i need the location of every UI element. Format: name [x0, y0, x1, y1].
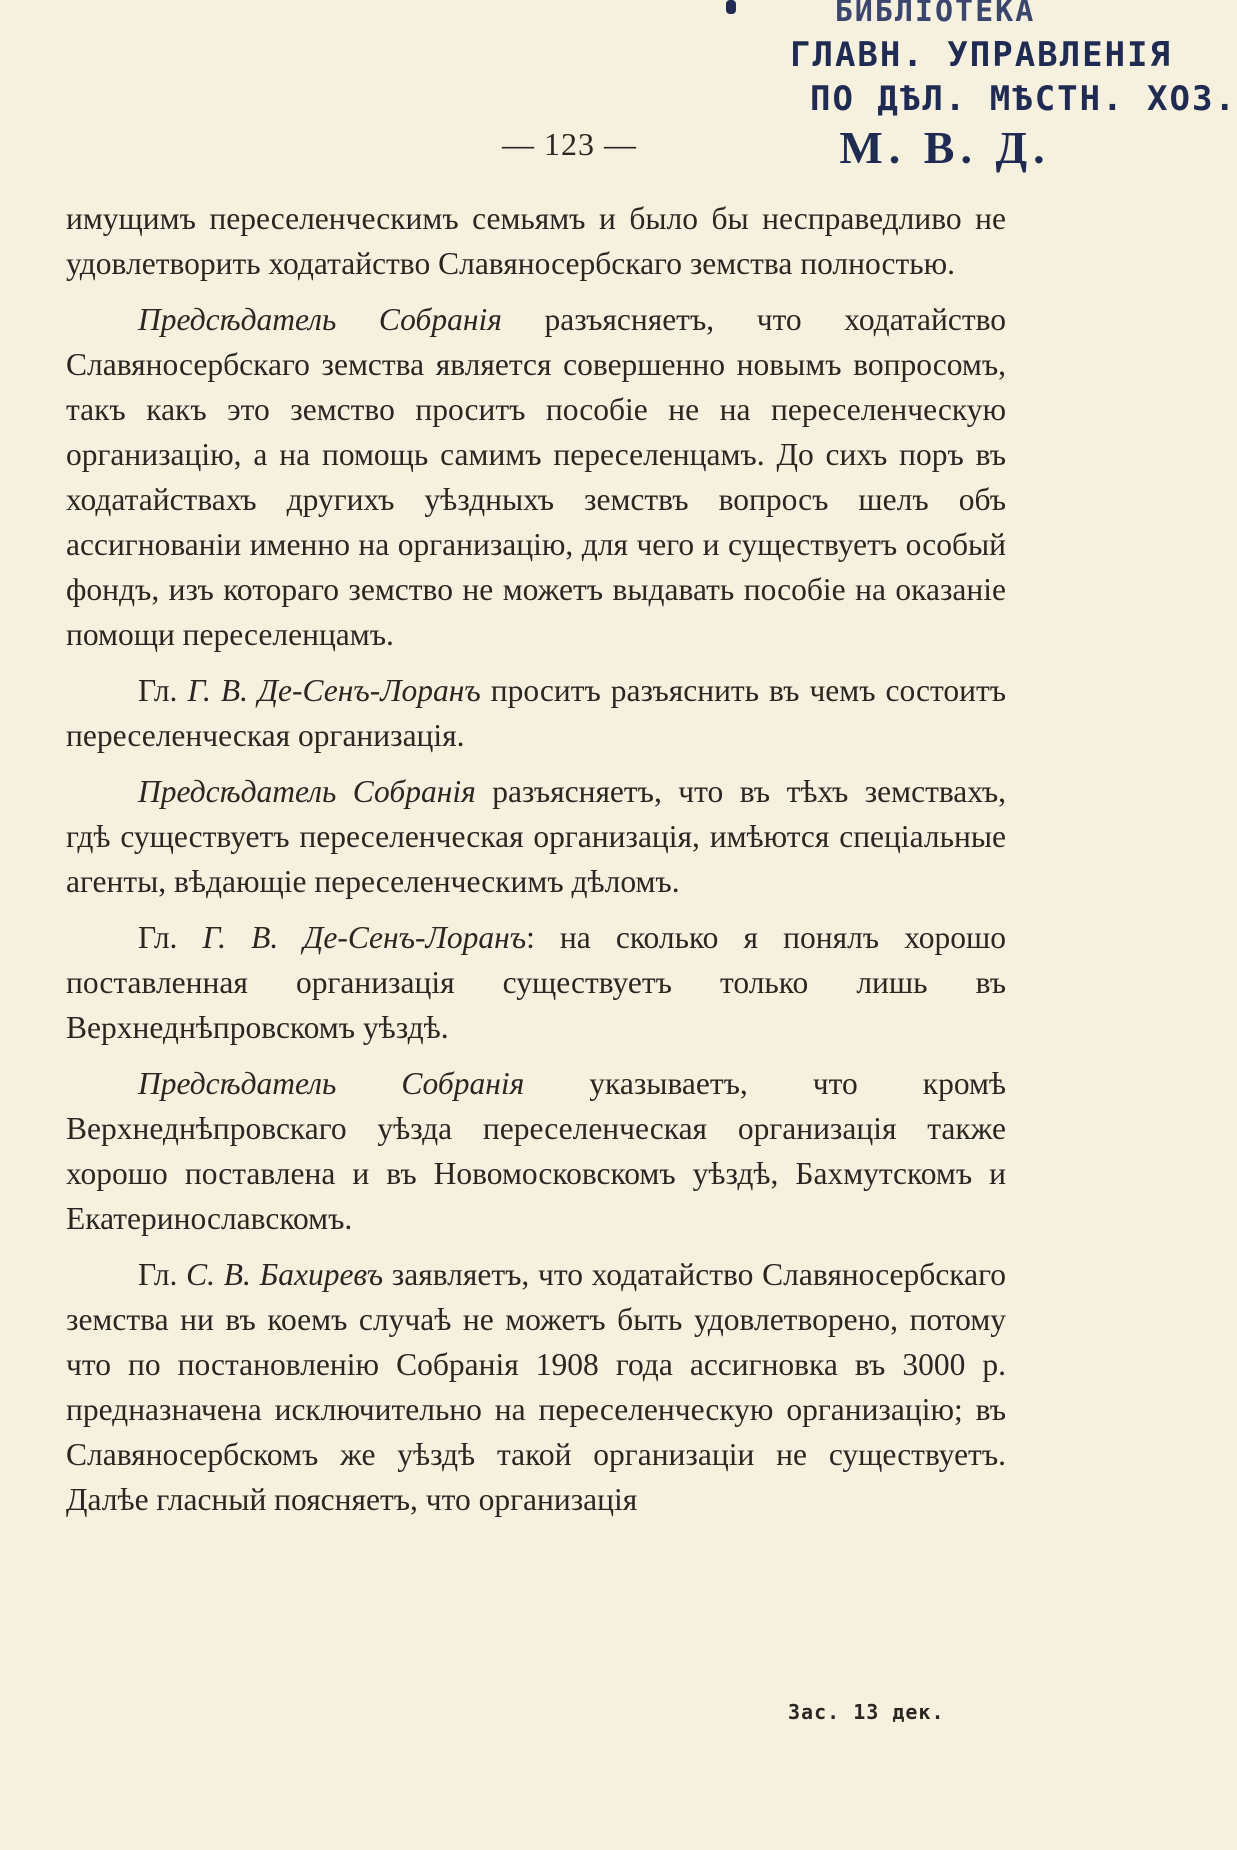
- paragraph-text: разъясняетъ, что въ тѣхъ земствахъ, гдѣ существуетъ переселенческая организація, имѣются спеціальные агенты, вѣдающіе переселенческимъ дѣломъ.: [66, 774, 1006, 899]
- paragraph: [66, 196, 1006, 286]
- paragraph: [66, 1061, 1006, 1241]
- paragraph-speaker: С. В. Бахиревъ: [186, 1257, 384, 1292]
- paragraph-speaker: Г. В. Де-Сенъ-Лоранъ: [187, 673, 481, 708]
- paragraph-speaker: Г. В. Де-Сенъ-Лоранъ: [202, 920, 527, 955]
- paragraph: [66, 668, 1006, 758]
- speaker-prefix: Гл.: [138, 673, 188, 708]
- paragraph: [66, 297, 1006, 657]
- paragraph-text: указываетъ, что кромѣ Верхнеднѣпровскаго уѣзда переселенческая организація также хорошо поставлена и въ Новомосковскомъ уѣздѣ, Бахмутскомъ и Екатеринославскомъ.: [66, 1066, 1006, 1236]
- paragraph-text: : на сколько я понялъ хорошо поставленная организація существуетъ только лишь въ Верхнеднѣпровскомъ уѣздѣ.: [66, 920, 1007, 1045]
- paragraph-text: имущимъ переселенческимъ семьямъ и было бы несправедливо не удовлетворить ходатайство Славяносербскаго земства полностью.: [66, 201, 1006, 281]
- signature-mark: Зас. 13 дек.: [788, 1700, 945, 1724]
- paragraph-text: проситъ разъяснить въ чемъ состоитъ переселенческая организація.: [66, 673, 1007, 753]
- stamp-line-2: ГЛАВН. УПРАВЛЕНІЯ: [790, 35, 1172, 75]
- page-number: — 123 —: [502, 126, 637, 162]
- stamp-line-1: БИБЛІОТЕКА: [834, 0, 1036, 29]
- paragraph-text: заявляетъ, что ходатайство Славяносербскаго земства ни въ коемъ случаѣ не можетъ быть удовлетворено, потому что по постановленію Собранія 1908 года ассигновка въ 3000 р. предназначена исключительно на переселенческую организацію; въ Славяносербскомъ же уѣздѣ такой организаціи не существуетъ. Далѣе гласный поясняетъ, что организація: [66, 1257, 1006, 1517]
- library-stamp: [730, 0, 1237, 173]
- speaker-prefix: Гл.: [138, 920, 203, 955]
- paragraph: [66, 769, 1006, 904]
- paragraph: [66, 1252, 1006, 1522]
- paragraph-speaker: Предсѣдатель Собранія: [138, 774, 476, 809]
- paragraph-speaker: Предсѣдатель Собранія: [138, 302, 502, 337]
- paragraph-text: разъясняетъ, что ходатайство Славяносербскаго земства является совершенно новымъ вопросомъ, такъ какъ это земство проситъ пособіе не на переселенческую организацію, а на помощь самимъ переселенцамъ. До сихъ поръ въ ходатайствахъ другихъ уѣздныхъ земствъ вопросъ шелъ объ ассигнованіи именно на организацію, для чего и существуетъ особый фондъ, изъ котораго земство не можетъ выдавать пособіе на оказаніе помощи переселенцамъ.: [66, 302, 1006, 652]
- speaker-prefix: Гл.: [138, 1257, 187, 1292]
- stamp-line-3: ПО ДѢЛ. МѢСТН. ХОЗ.: [810, 79, 1237, 119]
- paragraph: [66, 915, 1006, 1050]
- paragraph-speaker: Предсѣдатель Собранія: [138, 1066, 525, 1101]
- body-text: [66, 196, 1006, 1522]
- stamp-line-4: М. В. Д.: [839, 122, 1051, 173]
